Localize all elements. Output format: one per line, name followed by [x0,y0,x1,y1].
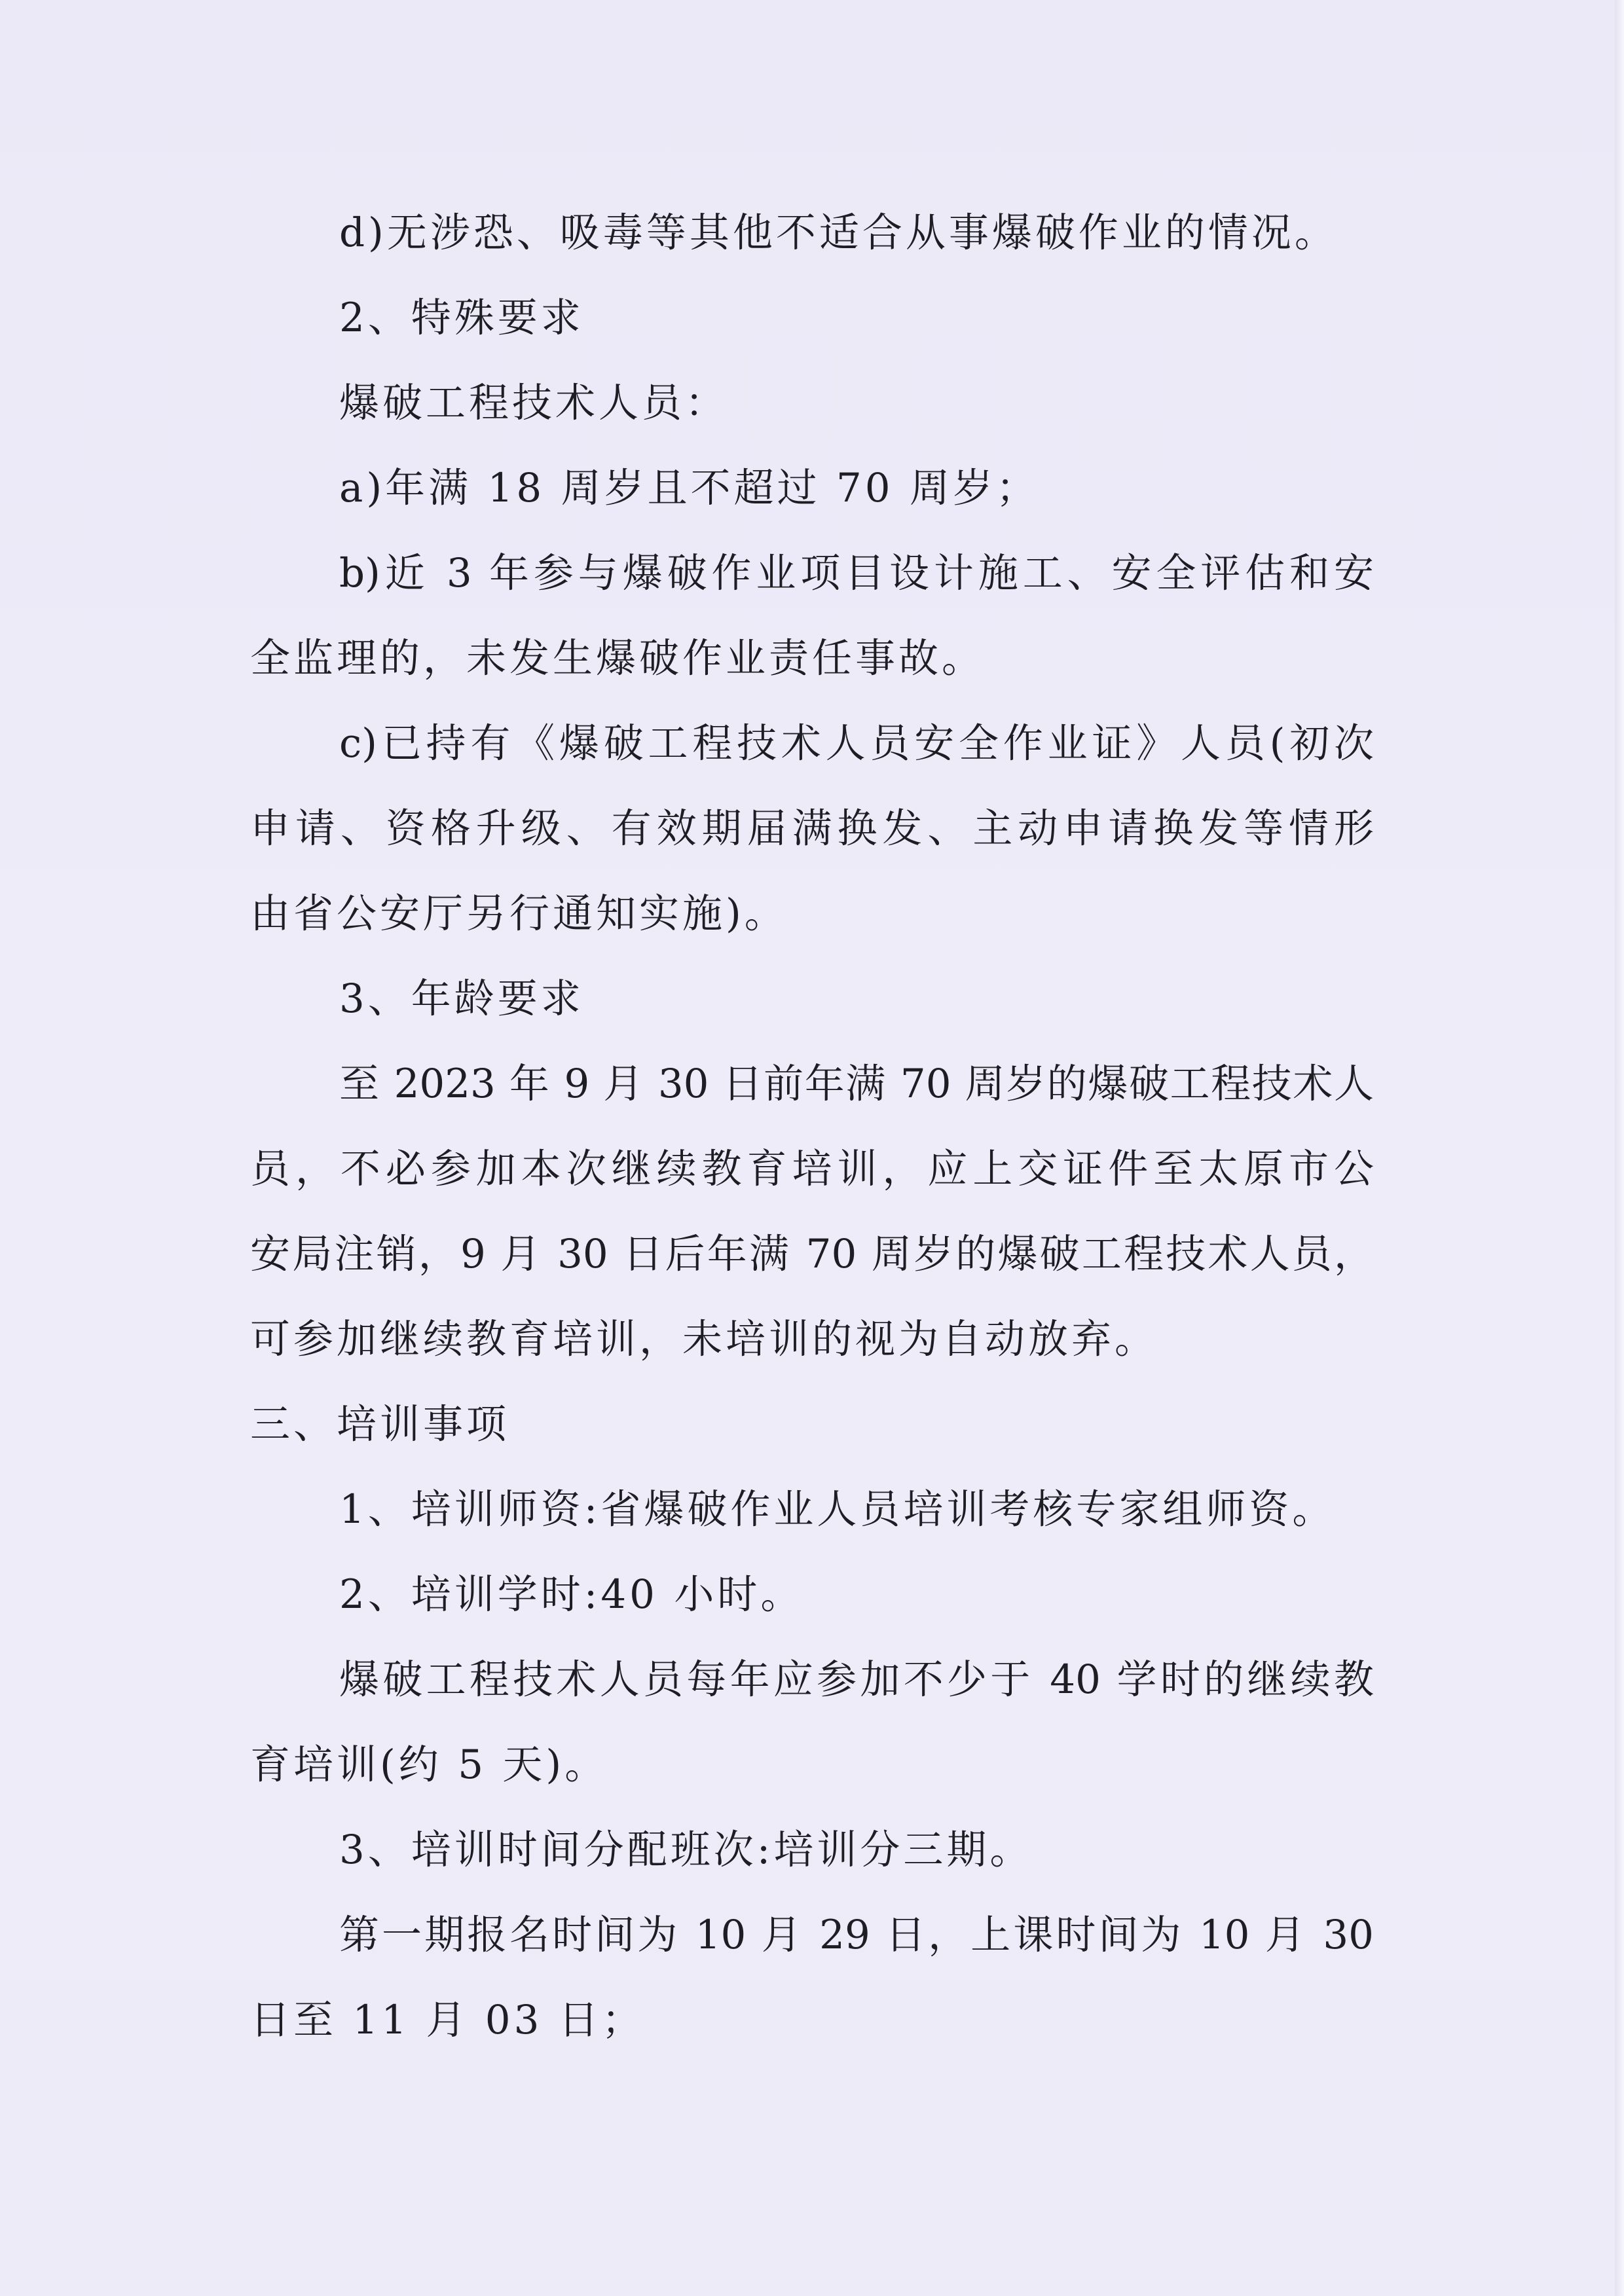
text-line-engineer-label: 爆破工程技术人员： [339,380,729,426]
text-line-age-1: 至 2023 年 9 月 30 日前年满 70 周岁的爆破工程技术人 [339,1061,1374,1107]
text-line-item-d: d)无涉恐、吸毒等其他不适合从事爆破作业的情况。 [339,210,1338,256]
text-line-hours-detail-1: 爆破工程技术人员每年应参加不少于 40 学时的继续教 [339,1656,1374,1703]
text-line-age-2: 员，不必参加本次继续教育培训，应上交证件至太原市公 [250,1146,1374,1192]
text-line-age-4: 可参加继续教育培训，未培训的视为自动放弃。 [250,1316,1158,1362]
scan-edge [1615,0,1624,2296]
text-line-item-c-3: 由省公安厅另行通知实施)。 [250,890,788,937]
text-line-item-b-1: b)近 3 年参与爆破作业项目设计施工、安全评估和安 [339,550,1374,596]
text-line-first-period-2: 日至 11 月 03 日； [250,1997,645,2043]
text-line-item-c-2: 申请、资格升级、有效期届满换发、主动申请换发等情形 [250,805,1374,852]
text-line-age-3: 安局注销，9 月 30 日后年满 70 周岁的爆破工程技术人员， [250,1231,1374,1277]
text-line-item-c-1: c)已持有《爆破工程技术人员安全作业证》人员(初次 [339,720,1374,767]
section-heading-training: 三、培训事项 [250,1401,510,1448]
text-line-training-teachers: 1、培训师资:省爆破作业人员培训考核专家组师资。 [339,1486,1336,1533]
text-line-item-a: a)年满 18 周岁且不超过 70 周岁； [339,465,1039,511]
subheading-age-requirements: 3、年龄要求 [339,975,584,1022]
text-line-training-hours: 2、培训学时:40 小时。 [339,1571,804,1618]
text-line-first-period-1: 第一期报名时间为 10 月 29 日，上课时间为 10 月 30 [339,1912,1374,1958]
subheading-special-requirements: 2、特殊要求 [339,295,584,341]
text-line-item-b-2: 全监理的，未发生爆破作业责任事故。 [250,635,986,682]
text-line-schedule: 3、培训时间分配班次:培训分三期。 [339,1827,1033,1873]
text-line-hours-detail-2: 育培训(约 5 天)。 [250,1741,608,1788]
